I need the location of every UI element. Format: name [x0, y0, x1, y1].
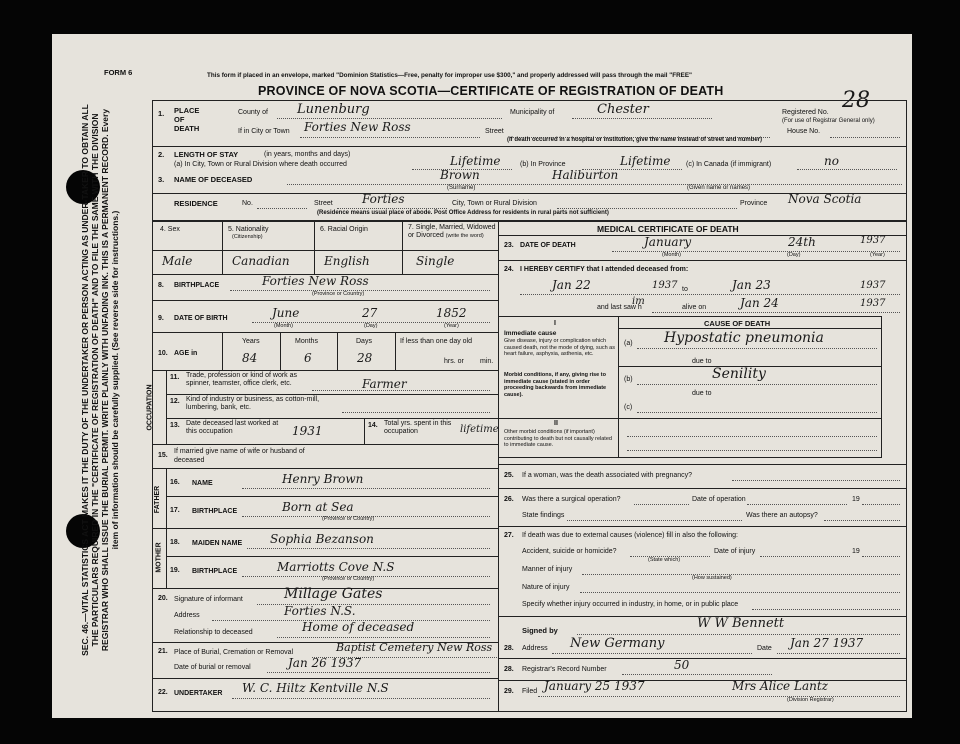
death-year: 1937	[860, 235, 886, 246]
envelope-note: This form if placed in an envelope, marked "Dominion Statistics—Free, penalty for improper use $300," and properly addressed will pass through the mail "FREE"	[207, 72, 693, 79]
years-occupation-value: lifetime	[460, 424, 499, 435]
page-title: PROVINCE OF NOVA SCOTIA—CERTIFICATE OF REGISTRATION OF DEATH	[258, 84, 724, 98]
residence-street: Forties	[362, 192, 405, 206]
father-birthplace-value: Born at Sea	[282, 500, 354, 514]
attended-to-year: 1937	[860, 280, 886, 291]
stay-province: Lifetime	[620, 154, 671, 168]
nationality-value: Canadian	[232, 254, 290, 268]
occupation-value: Farmer	[362, 377, 407, 391]
origin-value: English	[324, 254, 370, 268]
city-value: Forties New Ross	[304, 120, 411, 134]
mother-birthplace-value: Marriotts Cove N.S	[277, 560, 395, 574]
county-value: Lunenburg	[297, 102, 370, 117]
last-worked-value: 1931	[292, 424, 323, 438]
attended-from-year: 1937	[652, 280, 678, 291]
birthplace-value: Forties New Ross	[262, 274, 369, 288]
dob-month: June	[272, 306, 300, 320]
dob-year: 1852	[436, 306, 467, 320]
mother-maiden-value: Sophia Bezanson	[270, 532, 374, 546]
form-number: FORM 6	[104, 68, 133, 77]
occupation-vertical-label: OCCUPATION	[146, 384, 154, 431]
marital-value: Single	[416, 254, 455, 268]
burial-place-value: Baptist Cemetery New Ross	[336, 641, 493, 654]
side-instructions: SEC. 46.—VITAL STATISTICS ACT MAKES IT THE DUTY OF THE UNDERTAKER OR PERSON ACTING AS UNDER-TAKER TO OBTAIN ALL THE PARTICULARS REQUIRED IN THE "CERTIFICATE OF REGISTRATION OF DEATH" AND TO FILE THE SAME WITH THE DIVISION REGISTRAR WHO SHALL ISSUE THE BURIAL PERMIT. WRITE PLAINLY WITH UNFADING INK. THIS IS A PERMANENT RECORD. Every item of information should be carefully supplied. (See reverse side for instructions.)	[80, 104, 120, 656]
stay-canada: no	[824, 154, 839, 168]
age-years: 84	[242, 351, 258, 365]
death-month: January	[644, 235, 692, 249]
attended-from: Jan 22	[552, 278, 591, 292]
sex-value: Male	[162, 254, 193, 268]
dob-day: 27	[362, 306, 378, 320]
informant-signature: Millage Gates	[284, 586, 383, 602]
given-name-value: Haliburton	[552, 168, 619, 182]
registrar-record-number: 50	[674, 658, 690, 672]
father-name-value: Henry Brown	[282, 472, 364, 486]
cause-b-value: Senility	[712, 366, 766, 382]
registered-number: 28	[842, 88, 870, 113]
informant-relationship: Home of deceased	[302, 620, 415, 634]
father-vertical-label: FATHER	[154, 485, 162, 514]
last-seen-year: 1937	[860, 298, 886, 309]
municipality-value: Chester	[597, 102, 649, 117]
cause-a-value: Hypostatic pneumonia	[664, 330, 824, 346]
informant-address: Forties N.S.	[284, 604, 356, 618]
division-registrar-signature: Mrs Alice Lantz	[732, 679, 828, 693]
stay-city: Lifetime	[450, 154, 501, 168]
attended-to: Jan 23	[732, 278, 771, 292]
physician-date: Jan 27 1937	[790, 636, 864, 650]
cause-of-death-title: CAUSE OF DEATH	[704, 319, 771, 328]
place-of-death-label: PLACE OF DEATH	[174, 106, 200, 133]
death-day: 24th	[788, 235, 816, 249]
residence-province: Nova Scotia	[788, 192, 862, 206]
last-seen-alive: Jan 24	[740, 296, 779, 310]
physician-address: New Germany	[570, 636, 665, 651]
undertaker-value: W. C. Hiltz Kentville N.S	[242, 681, 389, 695]
death-certificate: SEC. 46.—VITAL STATISTICS ACT MAKES IT THE DUTY OF THE UNDERTAKER OR PERSON ACTING AS UNDER-TAKER TO OBTAIN ALL THE PARTICULARS REQUIRED IN THE "CERTIFICATE OF REGISTRATION OF DEATH" AND TO FILE THE SAME WITH THE DIVISION REGISTRAR WHO SHALL ISSUE THE BURIAL PERMIT. WRITE PLAINLY WITH UNFADING INK. THIS IS A PERMANENT RECORD. Every item of information should be carefully supplied. (See reverse side for instructions.) FORM 6 This form if placed in an envelope, marked "Dominion Statistics—Free, penalty for improper use $300," and properly addressed will pass through the mail "FREE" PROVINCE OF NOVA SCOTIA—CERTIFICATE OF REGISTRATION OF DEATH 1. PLACE OF DEATH County of Lunenburg Municipality of Chester Registered No. 28 (For use of Registrar General only) If in City or Town Forties New Ross Street House No. (If death occurred in a hospital or institution, give the name instead of street and number) 2. LENGTH OF STAY (in years, months and days) (a) In City, Town or Rural Division where death occurred Lifetime (b) In Province Lifetime (c) In Canada (if immigrant) no 3. NAME OF DECEASED Brown Haliburton (Surname) (Given name or names) RESIDENCE No. Street Forties City, Town or Rural Division Province Nova Scotia (Residence means usual place of abode. Post Office Address for residents in rural parts not sufficient) 4. Sex 5. Nationality (Citizenship) 6. Racial Origin 7. Single, Married, Widowed or Divorced (write the word) Male Canadian English Single 8. BIRTHPLACE Forties New Ross (Province or Country) 9. DATE OF BIRTH June 27 1852 (Month) (Day) (Year) 10. AGE in Years Months Days If less than one day old 84 6 28 hrs. or min. OCCUPATION 11. Trade, profession or kind of work as spinner, teamster, office clerk, etc. Farmer 12. Kind of industry or business, as cotton-mill, lumbering, bank, etc. 13. Date deceased last worked at this occupation 1931 14. Total yrs. spent in this occupation lifetime 15. If married give name of wife or husband of deceased FATHER MOTHER 16. NAME Henry Brown 17. BIRTHPLACE Born at Sea (Province or Country) 18. MAIDEN NAME Sophia Bezanson 19. BIRTHPLACE Marriotts Cove N.S (Province or Country) 20. Signature of informant Millage Gates Address Forties N.S. Relationship to deceased Home of deceased 21. Place of Burial, Cremation or Removal Baptist Cemetery New Ross Date of burial or removal Jan 26 1937 22. UNDERTAKER W. C. Hiltz Kentville N.S MEDICAL CERTIFICATE OF DEATH 23. DATE OF DEATH January 24th 1937 (Month) (Day) (Year) 24. I HEREBY CERTIFY that I attended deceased from: Jan 22 1937 to Jan 23 1937 and last saw h im alive on Jan 24 1937 CAUSE OF DEATH I Immediate cause Give disease, injury or complication which caused death, not the mode of dying, such as heart failure, asphyxia, asthenia, etc. (a) Hypostatic pneumonia due to Morbid conditions, if any, giving rise to immediate cause (stated in order proceeding backwards from immediate cause). (b) Senility due to (c) II Other morbid conditions (if important) contributing to death but not causally related to immediate cause. 25. If a woman, was the death associated with pregnancy? 26. Was there a surgical operation? Date of operation 19 State findings Was there an autopsy? 27. If death was due to external causes (violence) fill in also the following: Accident, suicide or homicide? Date of injury 19 (State which) Manner of injury (How sustained) Nature of injury Specify whether injury occurred in industry, in home, or in public place Signed by W W Bennett 28. Address New Germany Date Jan 27 1937 28. Registrar's Record Number 50 29. Filed January 25 1937 Mrs Alice Lantz (Division Registrar)	[52, 34, 912, 718]
burial-date-value: Jan 26 1937	[288, 656, 362, 670]
surname-value: Brown	[440, 168, 480, 182]
medical-title: MEDICAL CERTIFICATE OF DEATH	[597, 224, 739, 234]
physician-signature: W W Bennett	[697, 616, 785, 631]
age-months: 6	[304, 351, 312, 365]
mother-vertical-label: MOTHER	[155, 542, 163, 573]
filed-date: January 25 1937	[544, 679, 645, 693]
age-days: 28	[357, 351, 373, 365]
